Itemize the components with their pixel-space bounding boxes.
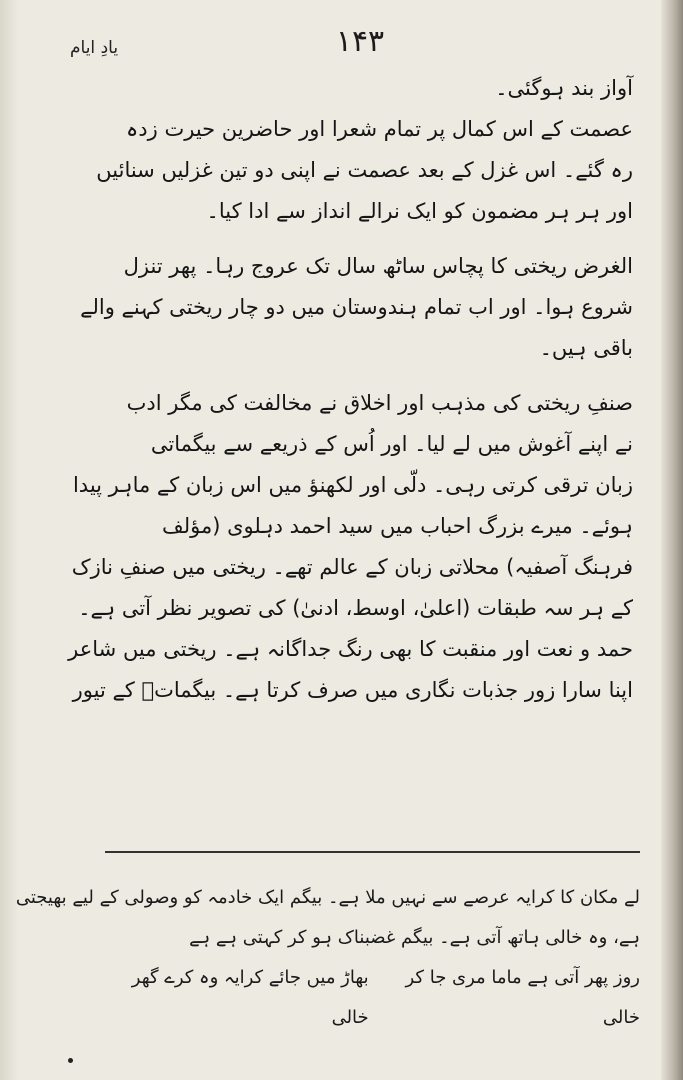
paragraph-gap (78, 369, 633, 383)
main-text (68, 68, 633, 711)
page-header (70, 24, 630, 74)
text-line: رہ گئے۔ اس غزل کے بعد عصمت نے اپنی دو تین غزلیں سنائیں (96, 158, 633, 182)
verse-first-hemistich: روز پھر آتی ہے ماما مری جا کر خالی (405, 967, 640, 1028)
text-line: فرہنگ آصفیہ) محلاتی زبان کے عالم تھے۔ ریختی میں صنفِ نازک (71, 555, 633, 579)
text-line: شروع ہوا۔ اور اب تمام ہندوستان میں دو چار ریختی کہنے والے (80, 295, 633, 319)
footnote-verse (95, 958, 640, 1028)
text-line: باقی ہیں۔ (539, 336, 633, 360)
verse-second-hemistich: بھاڑ میں جائے کرایہ وہ کرے گھر خالی (131, 967, 369, 1028)
text-line: اور ہر ہر مضمون کو ایک نرالے انداز سے ادا کیا۔ (206, 199, 633, 223)
ink-speck (68, 1058, 73, 1063)
text-line: نے اپنے آغوش میں لے لیا۔ اور اُس کے ذریعے سے بیگماتی (150, 432, 633, 456)
text-line: صنفِ ریختی کی مذہب اور اخلاق نے مخالفت کی مگر ادب (126, 391, 633, 415)
text-line: ہوئے۔ میرے بزرگ احباب میں سید احمد دہلوی (مؤلف (161, 514, 633, 538)
text-line: حمد و نعت اور منقبت کا بھی رنگ جداگانہ ہے۔ ریختی میں شاعر (68, 637, 633, 661)
text-line: عصمت کے اس کمال پر تمام شعرا اور حاضرین حیرت زدہ (125, 117, 633, 141)
book-spine-shadow (661, 0, 683, 1080)
footnote (15, 878, 640, 1028)
running-title: یادِ ایام (70, 38, 119, 58)
text-line: اپنا سارا زور جذبات نگاری میں صرف کرتا ہے۔ بیگماتؔ کے تیور (72, 678, 633, 702)
footnote-divider (105, 851, 640, 853)
page-left-shadow (0, 0, 18, 1080)
footnote-line: ہے، وہ خالی ہاتھ آتی ہے۔ بیگم غضبناک ہو کر کہتی ہے ہے (189, 927, 640, 948)
footnote-line: لے مکان کا کرایہ عرصے سے نہیں ملا ہے۔ بیگم ایک خادمہ کو وصولی کے لیے بھیجتی (15, 887, 640, 908)
paragraph-gap (78, 232, 633, 246)
text-line: آواز بند ہوگئی۔ (495, 76, 633, 100)
text-line: زبان ترقی کرتی رہی۔ دلّی اور لکھنؤ میں اس زبان کے ماہر پیدا (72, 473, 633, 497)
page-number: ۱۴۳ (335, 24, 385, 59)
text-line: الغرض ریختی کا پچاس ساٹھ سال تک عروج رہا۔ پھر تنزل (123, 254, 633, 278)
text-line: کے ہر سہ طبقات (اعلیٰ، اوسط، ادنیٰ) کی تصویر نظر آتی ہے۔ (78, 596, 633, 620)
